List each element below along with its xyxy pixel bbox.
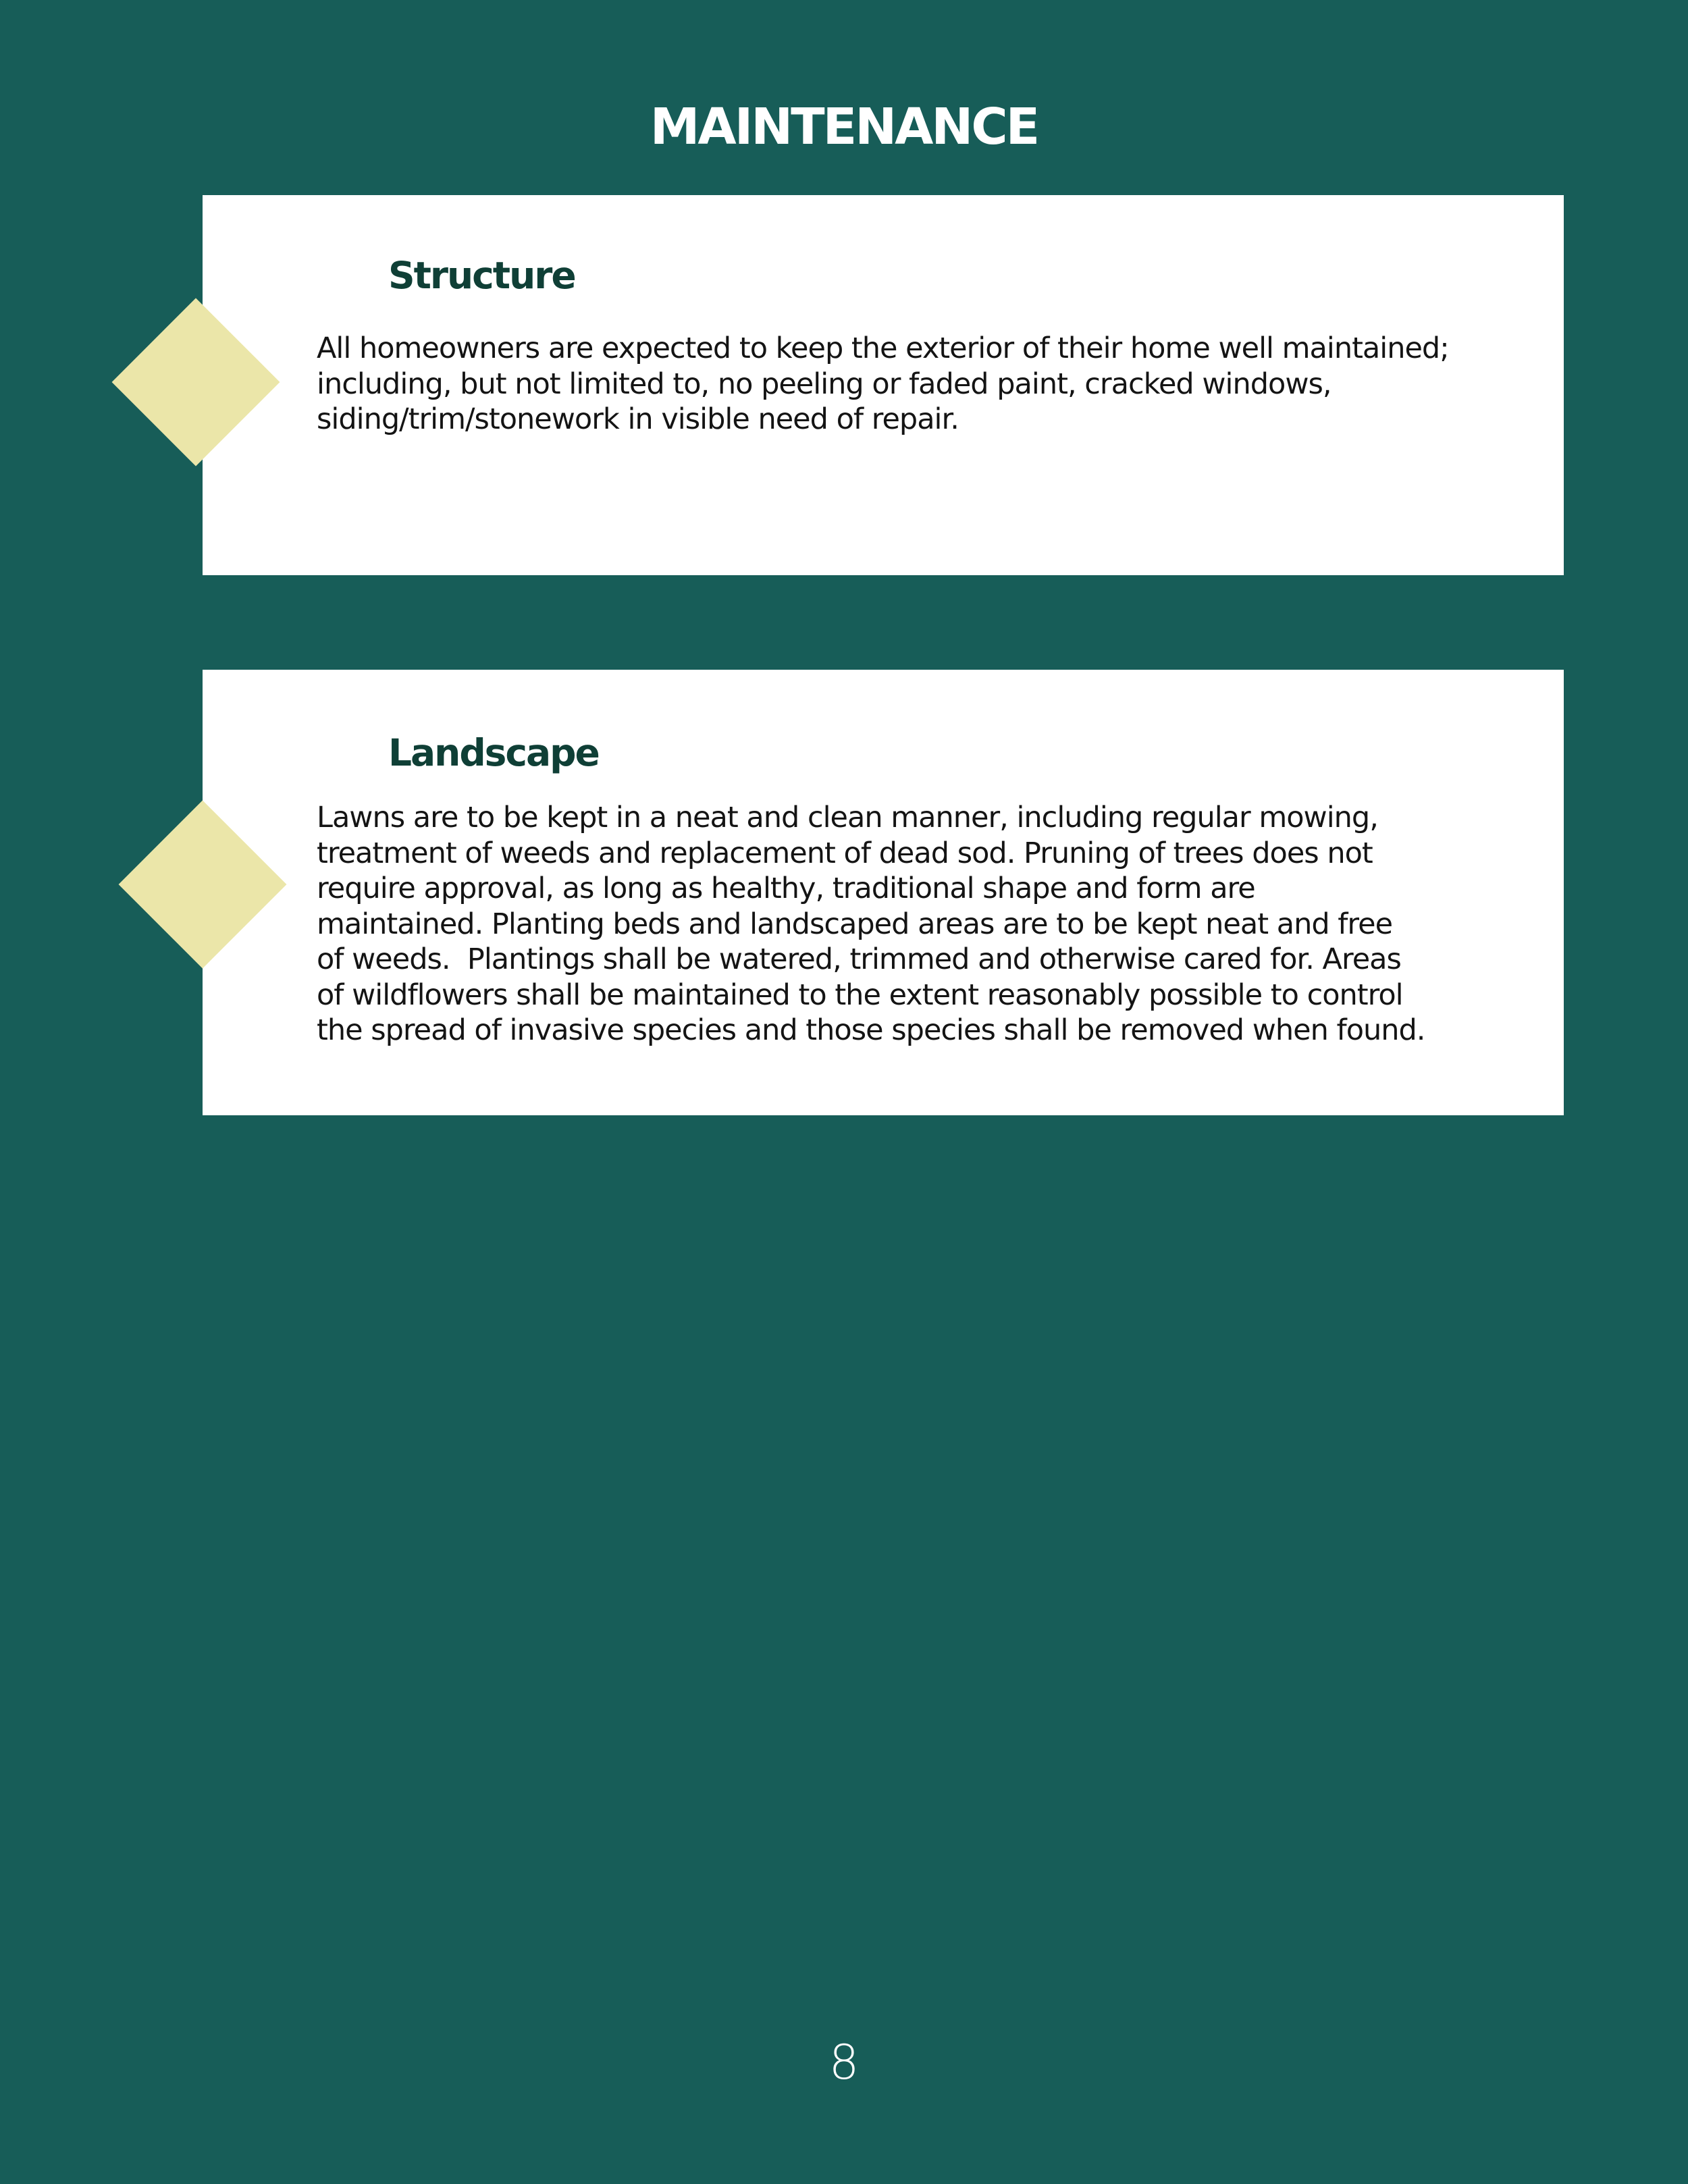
page-number: 8 (828, 2035, 860, 2090)
landscape-body-line: maintained. Planting beds and landscaped areas are to be kept neat and free (317, 907, 1393, 941)
landscape-heading: Landscape (388, 731, 599, 774)
landscape-body-line: the spread of invasive species and those species shall be removed when found. (317, 1013, 1425, 1047)
landscape-body-line: of weeds. Plantings shall be watered, trimmed and otherwise cared for. Areas (317, 942, 1401, 976)
landscape-body (317, 800, 1532, 1048)
landscape-body-line: of wildflowers shall be maintained to the extent reasonably possible to control (317, 978, 1403, 1012)
page-title: MAINTENANCE (650, 98, 1038, 156)
landscape-body-line: require approval, as long as healthy, traditional shape and form are (317, 872, 1255, 905)
structure-heading: Structure (388, 254, 575, 297)
structure-body-line: siding/trim/stonework in visible need of repair. (317, 402, 959, 436)
landscape-body-line: treatment of weeds and replacement of dead sod. Pruning of trees does not (317, 836, 1373, 870)
landscape-body-line: Lawns are to be kept in a neat and clean manner, including regular mowing, (317, 801, 1378, 834)
structure-body-line: All homeowners are expected to keep the exterior of their home well maintained; (317, 331, 1449, 365)
structure-body (317, 331, 1532, 437)
structure-body-line: including, but not limited to, no peeling or faded paint, cracked windows, (317, 367, 1331, 401)
